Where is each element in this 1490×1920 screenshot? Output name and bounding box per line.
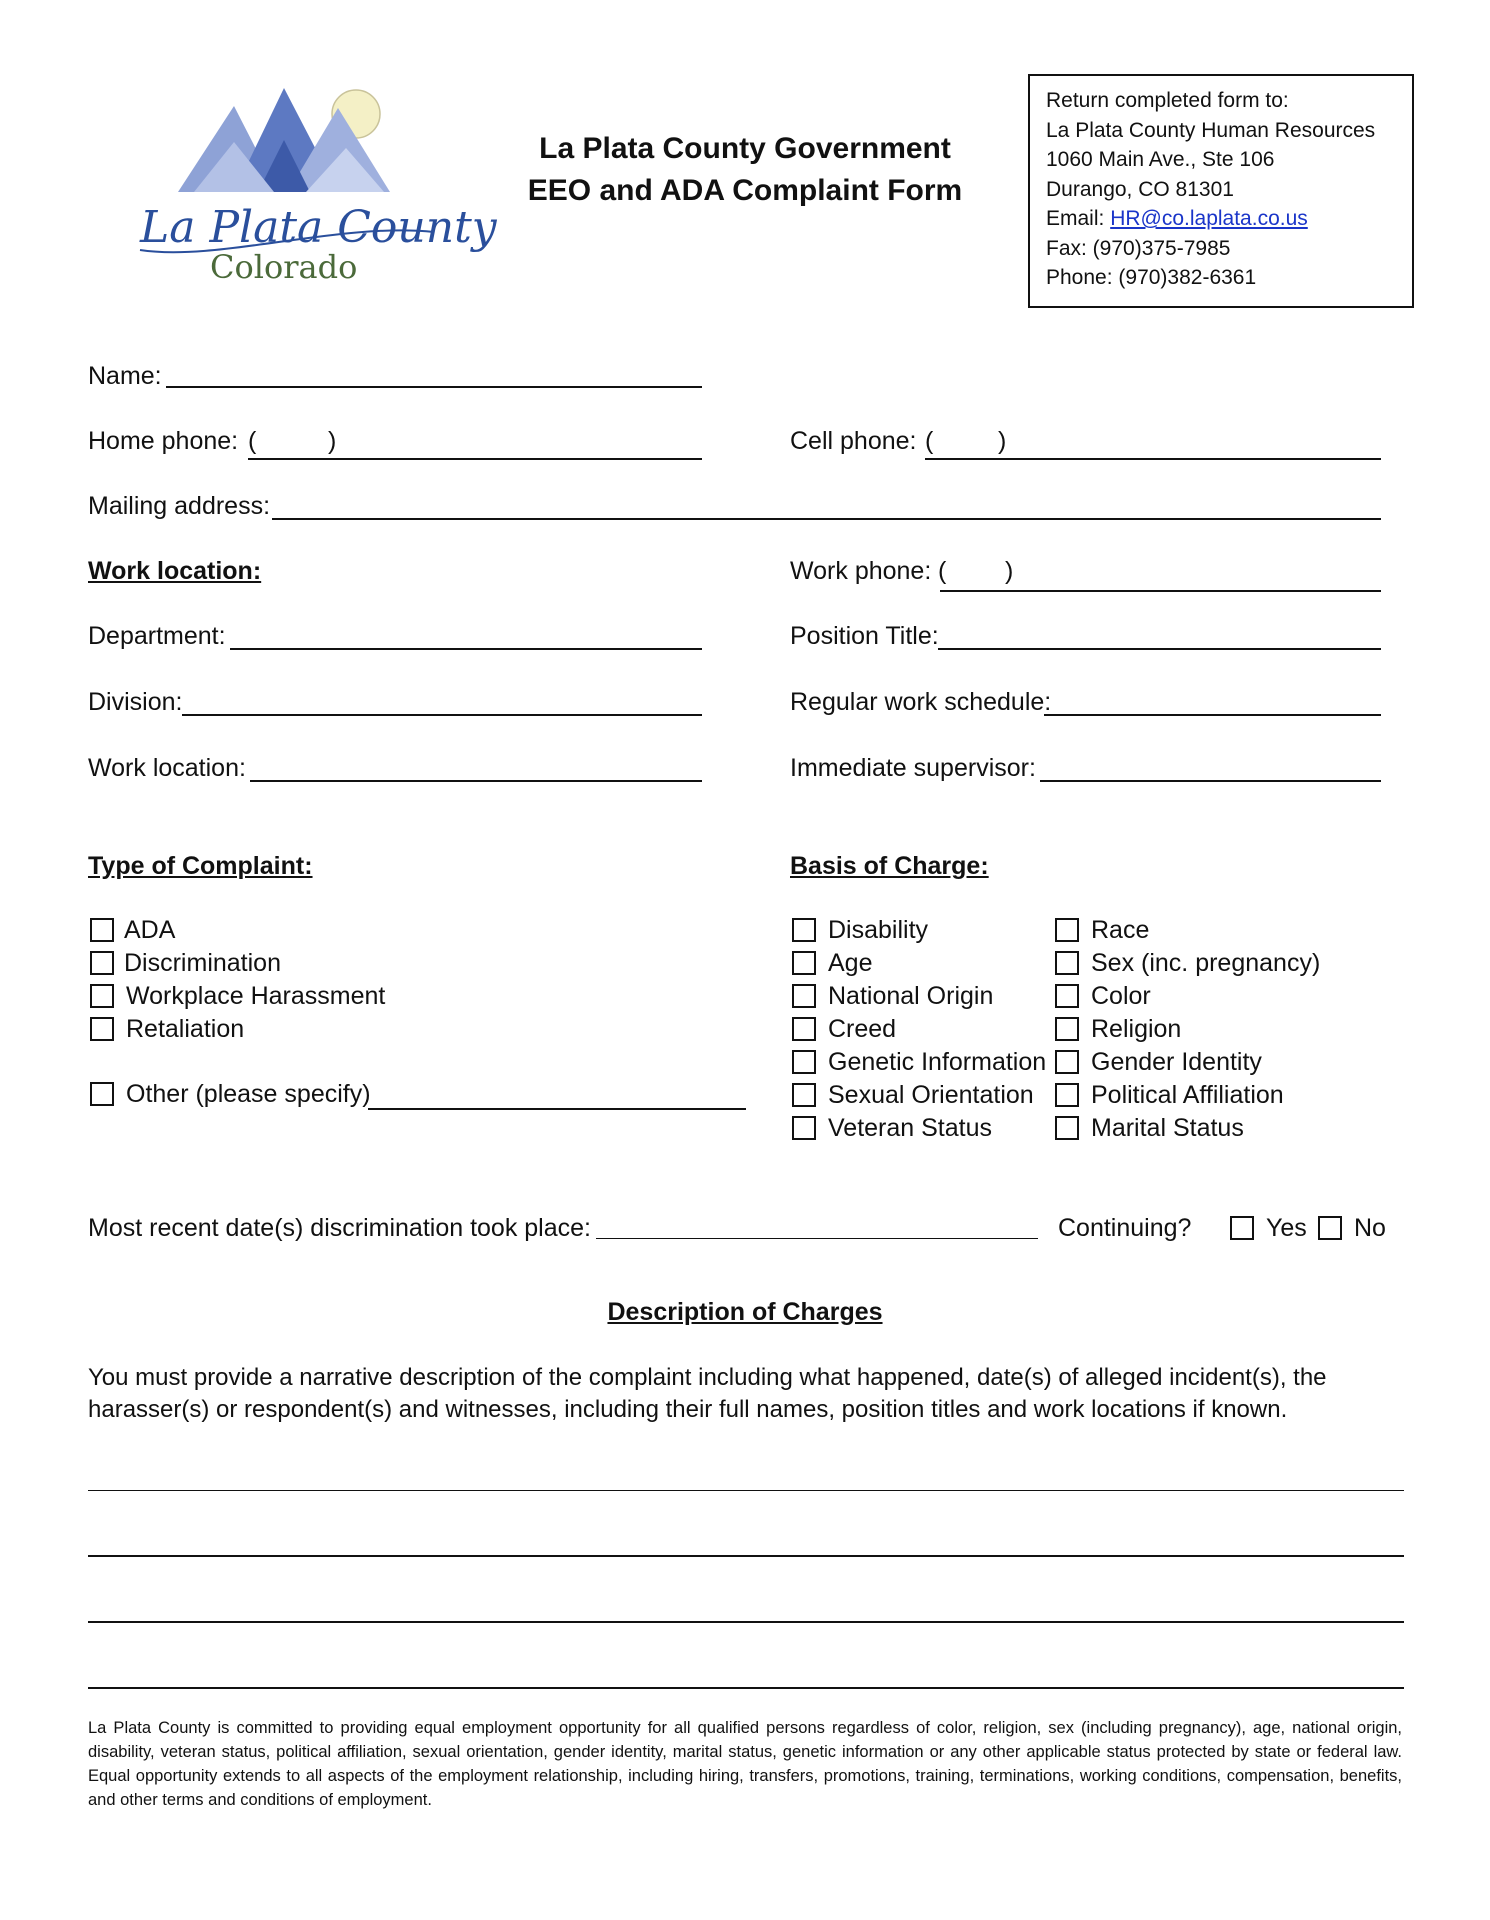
department-label: Department:	[88, 622, 226, 650]
complaint-label-workplace-harassment: Workplace Harassment	[126, 982, 386, 1010]
basis-checkbox-creed[interactable]	[792, 1017, 816, 1041]
recent-date-label: Most recent date(s) discrimination took place:	[88, 1214, 591, 1242]
regular-work-schedule-label: Regular work schedule:	[790, 688, 1052, 716]
return-address-box	[1028, 74, 1414, 308]
description-line-3[interactable]	[88, 1621, 1404, 1623]
mailing-address-field[interactable]	[272, 518, 1381, 520]
basis-label-color: Color	[1091, 982, 1151, 1010]
cell-phone-field[interactable]	[925, 458, 1381, 460]
basis-checkbox-veteran-status[interactable]	[792, 1116, 816, 1140]
basis-label-genetic-information: Genetic Information	[828, 1048, 1047, 1076]
home-phone-paren-open: (	[248, 427, 257, 455]
complaint-label-other: Other (please specify)	[126, 1080, 371, 1108]
basis-checkbox-genetic-information[interactable]	[792, 1050, 816, 1074]
return-fax: Fax: (970)375-7985	[1046, 236, 1231, 260]
basis-label-age: Age	[828, 949, 873, 977]
basis-checkbox-religion[interactable]	[1055, 1017, 1079, 1041]
title-line-2: EEO and ADA Complaint Form	[527, 174, 963, 207]
return-line-2: La Plata County Human Resources	[1046, 118, 1376, 142]
immediate-supervisor-label: Immediate supervisor:	[790, 754, 1036, 782]
basis-checkbox-disability[interactable]	[792, 918, 816, 942]
basis-label-religion: Religion	[1091, 1015, 1182, 1043]
position-title-field[interactable]	[938, 648, 1381, 650]
basis-label-sexual-orientation: Sexual Orientation	[828, 1081, 1034, 1109]
continuing-no-checkbox[interactable]	[1318, 1216, 1342, 1240]
cell-phone-paren-open: (	[925, 427, 934, 455]
basis-label-race: Race	[1091, 916, 1150, 944]
basis-label-marital-status: Marital Status	[1091, 1114, 1244, 1142]
work-phone-field[interactable]	[940, 590, 1381, 592]
basis-checkbox-color[interactable]	[1055, 984, 1079, 1008]
type-of-complaint-heading: Type of Complaint:	[88, 852, 313, 880]
basis-label-national-origin: National Origin	[828, 982, 994, 1010]
immediate-supervisor-field[interactable]	[1040, 780, 1381, 782]
complaint-other-field[interactable]	[368, 1108, 746, 1110]
complaint-label-ada: ADA	[124, 916, 176, 944]
basis-label-veteran-status: Veteran Status	[828, 1114, 993, 1142]
mailing-address-label: Mailing address:	[88, 492, 271, 520]
home-phone-label: Home phone:	[88, 427, 239, 455]
basis-label-gender-identity: Gender Identity	[1091, 1048, 1262, 1076]
basis-label-disability: Disability	[828, 916, 929, 944]
page-title	[520, 128, 970, 212]
email-link[interactable]: HR@co.laplata.co.us	[1110, 207, 1308, 230]
eeo-statement: La Plata County is committed to providing equal employment opportunity for all qualified persons regardless of color, religion, sex (including pregnancy), age, national origin, disability, veteran status, political affiliation, sexual orientation, gender identity, marital status, genetic information or any other applicable status protected by state or federal law. Equal opportunity extends to all aspects of the employment relationship, including hiring, transfers, promotions, training, terminations, working conditions, compensation, benefits, and other terms and conditions of employment.	[88, 1719, 1402, 1809]
description-instructions: You must provide a narrative description of the complaint including what happened, date(s) of alleged incident(s), the harasser(s) or respondent(s) and witnesses, including their full names, position titles and work locations if known.	[88, 1364, 1327, 1423]
description-line-1[interactable]	[88, 1490, 1404, 1491]
home-phone-field[interactable]	[248, 458, 702, 460]
title-line-1: La Plata County Government	[539, 132, 951, 165]
home-phone-paren-close: )	[328, 427, 337, 455]
return-line-3: 1060 Main Ave., Ste 106	[1046, 148, 1275, 171]
complaint-label-discrimination: Discrimination	[124, 949, 281, 977]
basis-checkbox-political-affiliation[interactable]	[1055, 1083, 1079, 1107]
name-label: Name:	[88, 362, 162, 390]
return-line-1: Return completed form to:	[1046, 89, 1289, 112]
work-location-field[interactable]	[250, 780, 702, 782]
work-phone-label: Work phone:	[790, 557, 932, 585]
basis-checkbox-marital-status[interactable]	[1055, 1116, 1079, 1140]
county-logo	[138, 82, 497, 286]
work-location-heading: Work location:	[88, 557, 262, 585]
basis-checkbox-sex[interactable]	[1055, 951, 1079, 975]
description-heading: Description of Charges	[607, 1298, 883, 1326]
complaint-checkbox-workplace-harassment[interactable]	[90, 984, 114, 1008]
return-phone: Phone: (970)382-6361	[1046, 266, 1257, 289]
basis-checkbox-gender-identity[interactable]	[1055, 1050, 1079, 1074]
complaint-checkbox-ada[interactable]	[90, 918, 114, 942]
cell-phone-label: Cell phone:	[790, 427, 917, 455]
return-email	[1046, 204, 1396, 234]
logo-script-text: La Plata County	[140, 202, 497, 253]
cell-phone-paren-close: )	[998, 427, 1007, 455]
complaint-checkbox-other[interactable]	[90, 1082, 114, 1106]
name-field[interactable]	[166, 386, 702, 388]
basis-label-creed: Creed	[828, 1015, 897, 1043]
complaint-checkbox-retaliation[interactable]	[90, 1017, 114, 1041]
basis-checkbox-race[interactable]	[1055, 918, 1079, 942]
email-label: Email:	[1046, 207, 1111, 230]
complaint-checkbox-discrimination[interactable]	[90, 951, 114, 975]
basis-label-sex: Sex (inc. pregnancy)	[1091, 949, 1321, 977]
complaint-label-retaliation: Retaliation	[126, 1015, 245, 1043]
department-field[interactable]	[230, 648, 702, 650]
continuing-label: Continuing?	[1058, 1214, 1192, 1242]
work-phone-paren-open: (	[938, 557, 947, 585]
division-label: Division:	[88, 688, 183, 716]
recent-date-field[interactable]	[596, 1238, 1038, 1239]
regular-work-schedule-field[interactable]	[1044, 714, 1381, 716]
continuing-yes-checkbox[interactable]	[1230, 1216, 1254, 1240]
position-title-label: Position Title:	[790, 622, 939, 650]
continuing-no-label: No	[1354, 1214, 1386, 1242]
basis-of-charge-heading: Basis of Charge:	[790, 852, 989, 880]
continuing-yes-label: Yes	[1266, 1214, 1307, 1242]
division-field[interactable]	[182, 714, 702, 716]
basis-checkbox-age[interactable]	[792, 951, 816, 975]
return-line-4: Durango, CO 81301	[1046, 177, 1234, 201]
mountains-sun-icon	[138, 82, 497, 286]
basis-checkbox-sexual-orientation[interactable]	[792, 1083, 816, 1107]
logo-state-text: Colorado	[210, 248, 358, 286]
description-line-4[interactable]	[88, 1687, 1404, 1689]
basis-label-political-affiliation: Political Affiliation	[1091, 1081, 1284, 1109]
basis-checkbox-national-origin[interactable]	[792, 984, 816, 1008]
work-location-label: Work location:	[88, 754, 246, 782]
work-phone-paren-close: )	[1005, 557, 1014, 585]
description-line-2[interactable]	[88, 1555, 1404, 1557]
